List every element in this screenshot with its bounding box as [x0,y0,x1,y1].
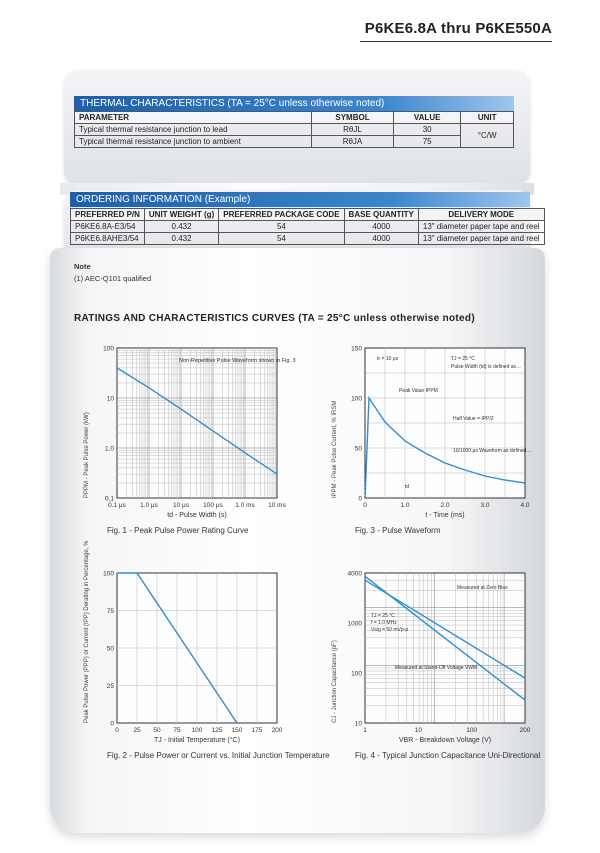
thermal-param: Typical thermal resistance junction to ambient [75,136,312,148]
fig4-annotation: f = 1.0 MHz [371,620,397,626]
figure-caption: Fig. 4 - Typical Junction Capacitance Uni-Directional [355,751,541,760]
ordering-col-code: PREFERRED PACKAGE CODE [219,209,344,221]
x-tick-label: 10 ms [268,502,286,509]
curves-title: RATINGS AND CHARACTERISTICS CURVES (TA = 25°C unless otherwise noted) [74,313,475,324]
fig4-annotation: Vsig = 50 mVp-p [371,627,409,633]
y-tick-label: 1.0 [104,445,114,453]
ordering-col-weight: UNIT WEIGHT (g) [144,209,218,221]
chart-fig3 [330,340,535,535]
y-tick-label: 150 [351,345,362,353]
y-tick-label: 4000 [347,570,362,578]
y-tick-label: 50 [354,445,362,453]
y-tick-label: 100 [351,670,362,678]
fig4-annotation: Measured at Zero Bias [457,585,508,591]
chart-svg [82,540,287,745]
y-tick-label: 1000 [347,620,362,628]
fig3-annotation: 10/1000 μs Waveform as defined… [453,448,532,454]
x-tick-label: 0 [115,727,119,734]
ordering-weight: 0.432 [144,233,218,245]
container-body [50,248,545,833]
thermal-heading: THERMAL CHARACTERISTICS (TA = 25°C unless otherwise noted) [74,96,514,111]
table-row [75,136,514,148]
table-row [71,221,545,233]
x-axis-label: td - Pulse Width (s) [167,512,227,519]
table-row [75,124,514,136]
fig3-annotation: Pulse Width (td) is defined as… [451,364,522,370]
y-tick-label: 100 [103,345,114,353]
y-tick-label: 0.1 [104,495,114,503]
fig3-annotation: td [405,484,410,490]
note-text: (1) AEC-Q101 qualified [74,274,152,283]
y-tick-label: 25 [106,683,114,690]
y-axis-label: IPPM - Peak Pulse Current, % IRSM [332,400,338,498]
chart-fig2 [82,540,330,760]
ordering-code: 54 [219,233,344,245]
x-tick-label: 1.0 ms [235,502,255,509]
x-tick-label: 4.0 [520,502,530,509]
fig3-annotation: tr = 10 μs [377,356,399,362]
thermal-col-unit: UNIT [461,112,514,124]
ordering-pn: P6KE6.8A-E3/54 [71,221,145,233]
x-tick-label: 125 [211,727,223,734]
chart-svg [330,565,535,745]
thermal-col-value: VALUE [393,112,460,124]
x-tick-label: 1.0 μs [140,502,158,509]
x-tick-label: 200 [519,727,531,734]
chart-fig4 [330,565,541,760]
x-axis-label: TJ - Initial Temperature (°C) [154,737,240,744]
ordering-col-mode: DELIVERY MODE [418,209,544,221]
x-tick-label: 150 [231,727,243,734]
y-tick-label: 50 [106,645,114,653]
ordering-code: 54 [219,221,344,233]
y-tick-label: 10 [106,395,114,403]
x-tick-label: 1 [363,727,367,734]
fig3-annotation: Peak Value IPPM [399,388,438,394]
chart-fig1 [82,340,296,535]
note-label: Note [74,262,91,271]
ordering-pn: P6KE6.8AHE3/54 [71,233,145,245]
x-tick-label: 25 [133,727,141,734]
thermal-unit: °C/W [461,124,514,148]
fig4-annotation: TJ = 25 °C [371,613,395,619]
x-tick-label: 200 [271,727,283,734]
ordering-col-qty: BASE QUANTITY [344,209,418,221]
x-tick-label: 10 [414,727,422,734]
ordering-table [70,208,545,245]
thermal-value: 30 [393,124,460,136]
y-tick-label: 100 [103,570,114,578]
thermal-table [74,111,514,148]
x-tick-label: 100 [191,727,203,734]
x-axis-label: t - Time (ms) [425,512,465,519]
y-tick-label: 0 [358,495,362,503]
figure-caption: Fig. 1 - Peak Pulse Power Rating Curve [107,526,249,535]
x-tick-label: 0.1 μs [108,502,126,509]
y-tick-label: 0 [110,720,114,728]
y-axis-label: PPPM - Peak Pulse Power (kW) [84,412,90,498]
fig1-note: Non-Repetitive Pulse Waveform shown in Fig. 3 [179,358,296,364]
plot-frame [117,348,277,498]
x-tick-label: 2.0 [440,502,450,509]
x-tick-label: 100 [466,727,478,734]
figure-caption: Fig. 2 - Pulse Power or Current vs. Initial Junction Temperature [107,751,330,760]
title-divider [360,41,552,42]
ordering-qty: 4000 [344,233,418,245]
ordering-heading: ORDERING INFORMATION (Example) [70,192,530,207]
ordering-qty: 4000 [344,221,418,233]
ordering-weight: 0.432 [144,221,218,233]
x-axis-label: VBR - Breakdown Voltage (V) [398,737,492,744]
y-tick-label: 75 [106,608,114,615]
chart-svg [330,340,535,520]
x-tick-label: 3.0 [480,502,490,509]
ordering-col-pn: PREFERRED P/N [71,209,145,221]
ordering-mode: 13" diameter paper tape and reel [418,221,544,233]
fig3-annotation: TJ = 25 °C [451,356,475,362]
document-title: P6KE6.8A thru P6KE550A [364,20,552,37]
fig3-annotation: Half Value = IPP/2 [453,416,494,422]
y-tick-label: 10 [354,720,362,728]
x-tick-label: 0 [363,502,367,509]
thermal-symbol: RθJL [312,124,394,136]
thermal-symbol: RθJA [312,136,394,148]
figure-caption: Fig. 3 - Pulse Waveform [355,526,441,535]
thermal-value: 75 [393,136,460,148]
y-axis-label: CJ - Junction Capacitance (pF) [332,640,338,723]
fig4-annotation: Measured at Stand-Off Voltage VWM [395,665,478,671]
x-tick-label: 75 [173,727,181,734]
x-tick-label: 10 μs [172,502,190,509]
chart-svg [82,340,296,520]
table-row [71,233,545,245]
y-axis-label: Peak Pulse Power (PPP) or Current (IPP) Derating in Percentage, % [84,540,90,723]
thermal-col-parameter: PARAMETER [75,112,312,124]
y-tick-label: 100 [351,395,362,403]
x-tick-label: 1.0 [400,502,410,509]
thermal-col-symbol: SYMBOL [312,112,394,124]
x-tick-label: 50 [153,727,161,734]
x-tick-label: 100 μs [203,502,223,509]
thermal-param: Typical thermal resistance junction to lead [75,124,312,136]
ordering-mode: 13" diameter paper tape and reel [418,233,544,245]
x-tick-label: 175 [251,727,263,734]
